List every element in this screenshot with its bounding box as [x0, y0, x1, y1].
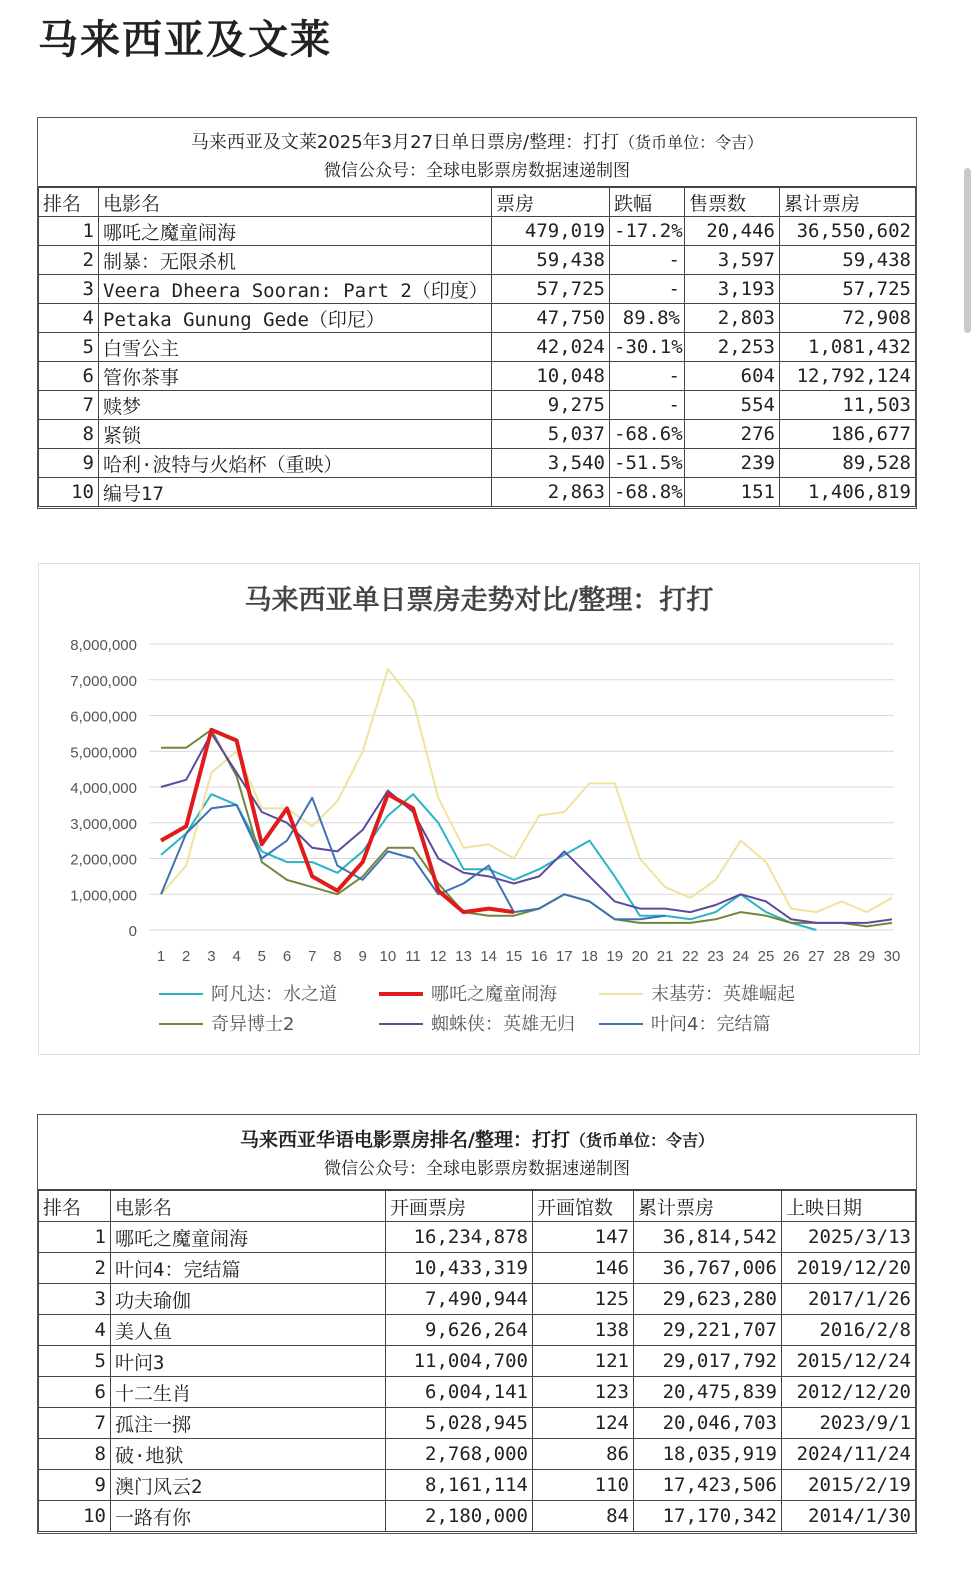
venues-cell: 121: [533, 1346, 634, 1377]
series-line: [161, 730, 892, 927]
change-cell: 89.8%: [610, 304, 685, 333]
title-cell: 澳门风云2: [111, 1470, 386, 1501]
date-cell: 2017/1/26: [782, 1284, 916, 1315]
x-tick-label: 23: [707, 948, 724, 965]
x-tick-label: 3: [207, 948, 216, 965]
x-tick-label: 2: [182, 948, 191, 965]
rank-cell: 6: [39, 1377, 111, 1408]
change-cell: -: [610, 275, 685, 304]
total-cell: 1,081,432: [780, 333, 916, 362]
total-cell: 17,170,342: [634, 1501, 782, 1532]
total-cell: 36,550,602: [780, 217, 916, 246]
title-cell: 紧锁: [99, 420, 492, 449]
title-cell: 管你茶事: [99, 362, 492, 391]
rank-cell: 8: [39, 420, 99, 449]
title-cell: 叶问4：完结篇: [111, 1253, 386, 1284]
tickets-cell: 2,803: [685, 304, 780, 333]
rank-table-title: 马来西亚华语电影票房排名/整理：打打: [240, 1129, 570, 1151]
col-header: 电影名: [111, 1191, 386, 1222]
daily-table-title: 马来西亚及文莱2025年3月27日单日票房/整理：打打: [190, 132, 620, 153]
rank-table-unit: （货币单位：令吉）: [569, 1131, 714, 1150]
chinese-film-ranking-table: [37, 1114, 917, 1534]
rank-cell: 1: [39, 217, 99, 246]
title-cell: 哪吒之魔童闹海: [99, 217, 492, 246]
title-cell: 哈利·波特与火焰杯（重映）: [99, 449, 492, 478]
gross-cell: 47,750: [492, 304, 610, 333]
gross-cell: 10,048: [492, 362, 610, 391]
scrollbar[interactable]: [964, 168, 971, 333]
venues-cell: 86: [533, 1439, 634, 1470]
tickets-cell: 276: [685, 420, 780, 449]
title-cell: 制暴：无限杀机: [99, 246, 492, 275]
title-cell: 破·地狱: [111, 1439, 386, 1470]
total-cell: 36,814,542: [634, 1222, 782, 1253]
total-cell: 57,725: [780, 275, 916, 304]
total-cell: 59,438: [780, 246, 916, 275]
y-tick-label: 4,000,000: [70, 780, 137, 797]
col-header: 开画馆数: [533, 1191, 634, 1222]
x-tick-label: 5: [257, 948, 266, 965]
y-tick-label: 3,000,000: [70, 815, 137, 833]
rank-cell: 4: [39, 304, 99, 333]
daily-table-subcaption: 微信公众号：全球电影票房数据速递制图: [324, 161, 630, 181]
rank-cell: 5: [39, 1346, 111, 1377]
x-tick-label: 14: [480, 948, 498, 965]
title-cell: 哪吒之魔童闹海: [111, 1222, 386, 1253]
total-cell: 29,221,707: [634, 1315, 782, 1346]
x-tick-label: 22: [682, 948, 699, 965]
table-row: [39, 1346, 916, 1377]
tickets-cell: 239: [685, 449, 780, 478]
total-cell: 36,767,006: [634, 1253, 782, 1284]
rank-cell: 2: [39, 246, 99, 275]
x-tick-label: 21: [656, 948, 674, 965]
rank-cell: 2: [39, 1253, 111, 1284]
gross-cell: 479,019: [492, 217, 610, 246]
rank-table-subcaption: 微信公众号：全球电影票房数据速递制图: [324, 1159, 630, 1179]
x-tick-label: 24: [732, 948, 750, 965]
total-cell: 29,623,280: [634, 1284, 782, 1315]
date-cell: 2014/1/30: [782, 1501, 916, 1532]
y-tick-label: 8,000,000: [70, 637, 137, 654]
change-cell: -: [610, 246, 685, 275]
table-row: [39, 304, 916, 333]
table-row: [39, 1470, 916, 1501]
change-cell: -51.5%: [610, 449, 685, 478]
x-tick-label: 17: [555, 948, 573, 965]
venues-cell: 125: [533, 1284, 634, 1315]
rank-cell: 4: [39, 1315, 111, 1346]
rank-cell: 7: [39, 391, 99, 420]
change-cell: -: [610, 391, 685, 420]
change-cell: -68.6%: [610, 420, 685, 449]
total-cell: 72,908: [780, 304, 916, 333]
rank-cell: 3: [39, 275, 99, 304]
daily-table-header-row: [39, 188, 916, 217]
col-header: 售票数: [685, 188, 780, 217]
date-cell: 2016/2/8: [782, 1315, 916, 1346]
title-cell: Petaka Gunung Gede（印尼）: [99, 304, 492, 333]
tickets-cell: 151: [685, 478, 780, 507]
x-tick-label: 26: [782, 948, 800, 965]
legend-label: 末基劳：英雄崛起: [651, 984, 795, 1005]
table-row: [39, 246, 916, 275]
rank-cell: 5: [39, 333, 99, 362]
legend-label: 奇异博士2: [211, 1014, 295, 1035]
x-tick-label: 29: [858, 948, 876, 965]
title-cell: 白雪公主: [99, 333, 492, 362]
x-tick-label: 7: [308, 948, 317, 965]
y-tick-label: 1,000,000: [70, 887, 137, 905]
opening-cell: 6,004,141: [386, 1377, 533, 1408]
title-cell: 功夫瑜伽: [111, 1284, 386, 1315]
col-header: 排名: [39, 1191, 111, 1222]
rank-table-header-row: [39, 1191, 916, 1222]
gross-cell: 9,275: [492, 391, 610, 420]
venues-cell: 84: [533, 1501, 634, 1532]
x-tick-label: 25: [757, 948, 775, 965]
date-cell: 2012/12/20: [782, 1377, 916, 1408]
change-cell: -17.2%: [610, 217, 685, 246]
date-cell: 2015/2/19: [782, 1470, 916, 1501]
x-tick-label: 9: [358, 948, 367, 965]
legend-label: 哪吒之魔童闹海: [431, 984, 557, 1005]
x-tick-label: 12: [429, 948, 447, 965]
rank-cell: 9: [39, 449, 99, 478]
total-cell: 11,503: [780, 391, 916, 420]
date-cell: 2019/12/20: [782, 1253, 916, 1284]
x-tick-label: 28: [833, 948, 850, 965]
rank-table-caption: [38, 1115, 916, 1190]
x-tick-label: 27: [808, 948, 825, 965]
col-header: 累计票房: [780, 188, 916, 217]
trend-chart-svg: [39, 564, 919, 1054]
daily-table-caption: [38, 118, 916, 187]
x-tick-label: 10: [379, 948, 397, 965]
tickets-cell: 3,193: [685, 275, 780, 304]
title-cell: 叶问3: [111, 1346, 386, 1377]
rank-cell: 1: [39, 1222, 111, 1253]
date-cell: 2024/11/24: [782, 1439, 916, 1470]
rank-cell: 6: [39, 362, 99, 391]
total-cell: 12,792,124: [780, 362, 916, 391]
table-row: [39, 391, 916, 420]
y-tick-label: 6,000,000: [70, 708, 137, 726]
x-tick-label: 6: [282, 948, 292, 965]
daily-table-unit: （货币单位：令吉）: [619, 133, 764, 152]
change-cell: -68.8%: [610, 478, 685, 507]
opening-cell: 5,028,945: [386, 1408, 533, 1439]
total-cell: 1,406,819: [780, 478, 916, 507]
legend-label: 叶问4：完结篇: [651, 1014, 771, 1035]
y-tick-label: 7,000,000: [70, 672, 137, 690]
total-cell: 186,677: [780, 420, 916, 449]
x-tick-label: 16: [530, 948, 548, 965]
opening-cell: 11,004,700: [386, 1346, 533, 1377]
tickets-cell: 20,446: [685, 217, 780, 246]
rank-cell: 10: [39, 1501, 111, 1532]
daily-table-grid: [38, 187, 916, 507]
col-header: 排名: [39, 188, 99, 217]
rank-cell: 9: [39, 1470, 111, 1501]
rank-cell: 10: [39, 478, 99, 507]
gross-cell: 42,024: [492, 333, 610, 362]
table-row: [39, 1284, 916, 1315]
x-tick-label: 13: [455, 948, 472, 965]
legend-label: 蜘蛛侠：英雄无归: [431, 1014, 575, 1035]
col-header: 累计票房: [634, 1191, 782, 1222]
table-row: [39, 333, 916, 362]
daily-box-office-table: [37, 117, 917, 509]
y-tick-label: 5,000,000: [70, 744, 137, 762]
table-row: [39, 1439, 916, 1470]
rank-cell: 8: [39, 1439, 111, 1470]
x-tick-label: 15: [505, 948, 523, 965]
title-cell: 赎梦: [99, 391, 492, 420]
title-cell: 编号17: [99, 478, 492, 507]
table-row: [39, 1253, 916, 1284]
legend-label: 阿凡达：水之道: [211, 984, 337, 1005]
table-row: [39, 362, 916, 391]
gross-cell: 3,540: [492, 449, 610, 478]
page-title: 马来西亚及文莱: [38, 17, 332, 63]
x-tick-label: 19: [606, 948, 624, 965]
opening-cell: 2,180,000: [386, 1501, 533, 1532]
title-cell: Veera Dheera Sooran: Part 2（印度）: [99, 275, 492, 304]
venues-cell: 146: [533, 1253, 634, 1284]
change-cell: -: [610, 362, 685, 391]
col-header: 开画票房: [386, 1191, 533, 1222]
col-header: 票房: [492, 188, 610, 217]
x-tick-label: 4: [232, 948, 241, 965]
venues-cell: 124: [533, 1408, 634, 1439]
tickets-cell: 3,597: [685, 246, 780, 275]
opening-cell: 8,161,114: [386, 1470, 533, 1501]
total-cell: 29,017,792: [634, 1346, 782, 1377]
x-tick-label: 8: [333, 948, 342, 965]
gross-cell: 57,725: [492, 275, 610, 304]
date-cell: 2015/12/24: [782, 1346, 916, 1377]
venues-cell: 138: [533, 1315, 634, 1346]
tickets-cell: 2,253: [685, 333, 780, 362]
y-tick-label: 2,000,000: [70, 851, 137, 869]
table-row: [39, 1501, 916, 1532]
total-cell: 89,528: [780, 449, 916, 478]
date-cell: 2023/9/1: [782, 1408, 916, 1439]
total-cell: 20,475,839: [634, 1377, 782, 1408]
rank-cell: 7: [39, 1408, 111, 1439]
title-cell: 十二生肖: [111, 1377, 386, 1408]
date-cell: 2025/3/13: [782, 1222, 916, 1253]
table-row: [39, 275, 916, 304]
gross-cell: 2,863: [492, 478, 610, 507]
title-cell: 美人鱼: [111, 1315, 386, 1346]
table-row: [39, 1377, 916, 1408]
table-row: [39, 478, 916, 507]
table-row: [39, 449, 916, 478]
col-header: 跌幅: [610, 188, 685, 217]
opening-cell: 16,234,878: [386, 1222, 533, 1253]
title-cell: 一路有你: [111, 1501, 386, 1532]
table-row: [39, 1222, 916, 1253]
gross-cell: 5,037: [492, 420, 610, 449]
venues-cell: 110: [533, 1470, 634, 1501]
opening-cell: 2,768,000: [386, 1439, 533, 1470]
table-row: [39, 217, 916, 246]
tickets-cell: 554: [685, 391, 780, 420]
total-cell: 20,046,703: [634, 1408, 782, 1439]
table-row: [39, 1408, 916, 1439]
y-tick-label: 0: [128, 923, 137, 940]
x-tick-label: 20: [631, 948, 649, 965]
change-cell: -30.1%: [610, 333, 685, 362]
tickets-cell: 604: [685, 362, 780, 391]
x-tick-label: 30: [883, 948, 901, 965]
table-row: [39, 420, 916, 449]
table-row: [39, 1315, 916, 1346]
x-tick-label: 1: [156, 948, 166, 965]
x-tick-label: 11: [405, 948, 421, 965]
venues-cell: 123: [533, 1377, 634, 1408]
trend-chart: [38, 563, 920, 1055]
venues-cell: 147: [533, 1222, 634, 1253]
rank-table-grid: [38, 1190, 916, 1532]
chart-title: 马来西亚单日票房走势对比/整理：打打: [244, 585, 714, 616]
col-header: 电影名: [99, 188, 492, 217]
opening-cell: 10,433,319: [386, 1253, 533, 1284]
gross-cell: 59,438: [492, 246, 610, 275]
opening-cell: 9,626,264: [386, 1315, 533, 1346]
opening-cell: 7,490,944: [386, 1284, 533, 1315]
col-header: 上映日期: [782, 1191, 916, 1222]
total-cell: 18,035,919: [634, 1439, 782, 1470]
x-tick-label: 18: [581, 948, 598, 965]
total-cell: 17,423,506: [634, 1470, 782, 1501]
title-cell: 孤注一掷: [111, 1408, 386, 1439]
rank-cell: 3: [39, 1284, 111, 1315]
